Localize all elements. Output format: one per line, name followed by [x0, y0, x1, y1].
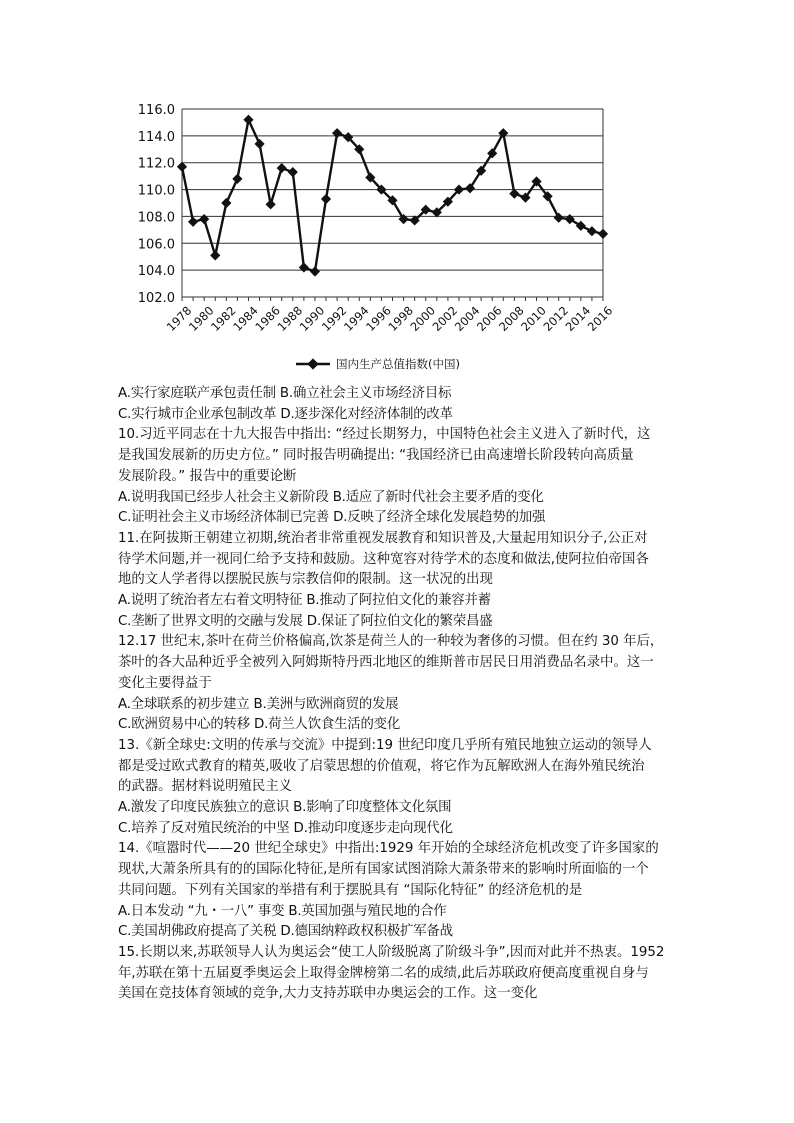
data-point-marker — [576, 221, 586, 231]
data-point-marker — [498, 128, 508, 138]
data-point-marker — [266, 199, 276, 209]
q10-option-line: C.证明社会主义市场经济体制已完善 D.反映了经济全球化发展趋势的加强 — [118, 510, 546, 526]
q10-stem-line: 发展阶段。” 报告中的重要论断 — [118, 468, 297, 484]
data-point-marker — [221, 198, 231, 208]
q12-stem-line: 变化主要得益于 — [118, 675, 212, 691]
series-gdp-index — [177, 115, 608, 277]
x-tick-label: 2010 — [518, 303, 549, 335]
x-tick-label: 2014 — [562, 303, 594, 335]
q15-stem-line: 15.长期以来,苏联领导人认为奥运会“使工人阶级脱离了阶级斗争”,因而对此并不热衷。1952 — [118, 944, 665, 960]
legend — [296, 357, 460, 371]
gdp-index-chart — [118, 92, 618, 384]
q11-stem-line: 待学术问题,并一视同仁给予支持和鼓励。这种宽容对待学术的态度和做法,使阿拉伯帝国各 — [118, 551, 649, 567]
question-text-block — [118, 384, 678, 1005]
q10-option-line: A.说明我国已经步人社会主义新阶段 B.适应了新时代社会主要矛盾的变化 — [118, 489, 544, 505]
y-tick-label: 116.0 — [137, 103, 175, 118]
x-tick-label: 1988 — [274, 303, 306, 335]
q9-option-line: A.实行家庭联产承包责任制 B.确立社会主义市场经济目标 — [118, 386, 452, 401]
data-point-marker — [332, 128, 342, 138]
q12-option-line: C.欧洲贸易中心的转移 D.荷兰人饮食生活的变化 — [118, 717, 401, 733]
q10-stem-line: 是我国发展新的历史方位。” 同时报告明确提出: “我国经济已由高速增长阶段转向高质量 — [118, 448, 634, 464]
q12-stem-line: 茶叶的各大品种近乎全被列入阿姆斯特丹西北地区的维斯普市居民日用消费品名录中。这一 — [118, 655, 654, 671]
x-tick-label: 1982 — [208, 303, 239, 335]
y-tick-label: 110.0 — [137, 183, 175, 199]
x-tick-label: 1984 — [230, 303, 261, 335]
data-point-marker — [554, 213, 564, 223]
x-axis-ticks — [164, 303, 616, 334]
y-tick-label: 102.0 — [137, 291, 175, 306]
q15-stem-line: 美国在竞技体育领域的竞争,大力支持苏联申办奥运会的工作。这一变化 — [118, 986, 538, 1002]
data-point-marker — [398, 214, 408, 224]
x-tick-label: 2006 — [473, 303, 505, 335]
x-tick-label: 1992 — [318, 303, 350, 335]
data-point-marker — [199, 214, 209, 224]
q14-option-line: A.日本发动 “九・一八” 事变 B.英国加强与殖民地的合作 — [118, 903, 447, 919]
data-point-marker — [254, 139, 264, 149]
y-tick-label: 108.0 — [137, 210, 175, 226]
data-point-marker — [243, 115, 253, 125]
y-tick-label: 106.0 — [137, 237, 175, 253]
q13-option-line: C.培养了反对殖民统治的中坚 D.推动印度逐步走向现代化 — [118, 820, 453, 836]
data-point-marker — [598, 229, 608, 239]
q14-stem-line: 现状,大萧条所具有的的国际化特征,是所有国家试图消除大萧条带来的影响时所面临的一个 — [118, 862, 649, 878]
y-tick-label: 104.0 — [137, 264, 175, 280]
q14-stem-line: 共同问题。下列有关国家的举措有利于摆脱具有 “国际化特征” 的经济危机的是 — [118, 882, 583, 898]
x-tick-label: 2012 — [540, 303, 572, 335]
q11-stem-line: 11.在阿拔斯王朝建立初期,统治者非常重视发展教育和知识普及,大量起用知识分子,公正对 — [118, 530, 648, 546]
q13-stem-line: 的武器。据材料说明殖民主义 — [118, 779, 293, 795]
x-tick-label: 1990 — [296, 303, 328, 335]
q11-stem-line: 地的文人学者得以摆脱民族与宗教信仰的限制。这一状况的出现 — [118, 572, 493, 588]
x-tick-label: 1996 — [363, 303, 394, 335]
data-point-marker — [288, 167, 298, 177]
x-tick-label: 1978 — [163, 303, 195, 335]
y-axis-ticks — [138, 103, 175, 306]
y-tick-label: 112.0 — [137, 156, 175, 172]
q11-option-line: C.垄断了世界文明的交融与发展 D.保证了阿拉伯文化的繁荣昌盛 — [118, 613, 493, 629]
x-tick-label: 2016 — [584, 303, 616, 335]
q15-stem-line: 年,苏联在第十五届夏季奥运会上取得金牌榜第二名的成绩,此后苏联政府便高度重视自身与 — [118, 965, 649, 981]
data-point-marker — [565, 214, 575, 224]
q14-stem-line: 14.《喧嚣时代——20 世纪全球史》中指出:1929 年开始的全球经济危机改变了许多国家的 — [118, 841, 659, 857]
x-tick-label: 1998 — [385, 303, 416, 335]
line-chart-svg — [118, 92, 618, 384]
y-tick-label: 114.0 — [137, 129, 175, 145]
x-tick-label: 1980 — [185, 303, 217, 335]
x-tick-label: 2004 — [451, 303, 483, 335]
q13-stem-line: 13.《新全球史:文明的传承与交流》中提到:19 世纪印度几乎所有殖民地独立运动的领导人 — [118, 737, 652, 753]
q14-option-line: C.美国胡佛政府提高了关税 D.德国纳粹政权积极扩军备战 — [118, 924, 453, 940]
data-point-marker — [310, 266, 320, 276]
q13-option-line: A.激发了印度民族独立的意识 B.影响了印度整体文化氛围 — [118, 800, 452, 816]
data-point-marker — [232, 174, 242, 184]
data-point-marker — [321, 194, 331, 204]
data-point-marker — [299, 262, 309, 272]
data-point-marker — [188, 217, 198, 227]
x-tick-label: 2008 — [496, 303, 527, 335]
x-tick-label: 1994 — [341, 303, 372, 335]
legend-diamond-marker — [307, 358, 318, 369]
data-point-marker — [210, 250, 220, 260]
q10-stem-line: 10.习近平同志在十九大报告中指出: “经过长期努力，中国特色社会主义进入了新时代，这 — [118, 427, 651, 443]
q9-option-line: C.实行城市企业承包制改革 D.逐步深化对经济体制的改革 — [118, 406, 453, 422]
x-tick-label: 1986 — [252, 303, 283, 335]
q12-option-line: A.全球联系的初步建立 B.美洲与欧洲商贸的发展 — [118, 696, 399, 712]
q11-option-line: A.说明了统治者左右着文明特征 B.推动了阿拉伯文化的兼容并蓄 — [118, 593, 491, 609]
x-tick-label: 2000 — [407, 303, 439, 335]
data-point-marker — [587, 226, 597, 236]
legend-label: 国内生产总值指数(中国) — [336, 357, 460, 371]
q13-stem-line: 都是受过欧式教育的精英,吸收了启蒙思想的价值观，将它作为瓦解欧洲人在海外殖民统治 — [118, 758, 645, 774]
q12-stem-line: 12.17 世纪末,茶叶在荷兰价格偏高,饮茶是荷兰人的一种较为奢侈的习惯。但在约 30 年后， — [118, 634, 664, 650]
data-point-marker — [277, 163, 287, 173]
x-tick-label: 2002 — [429, 303, 461, 335]
